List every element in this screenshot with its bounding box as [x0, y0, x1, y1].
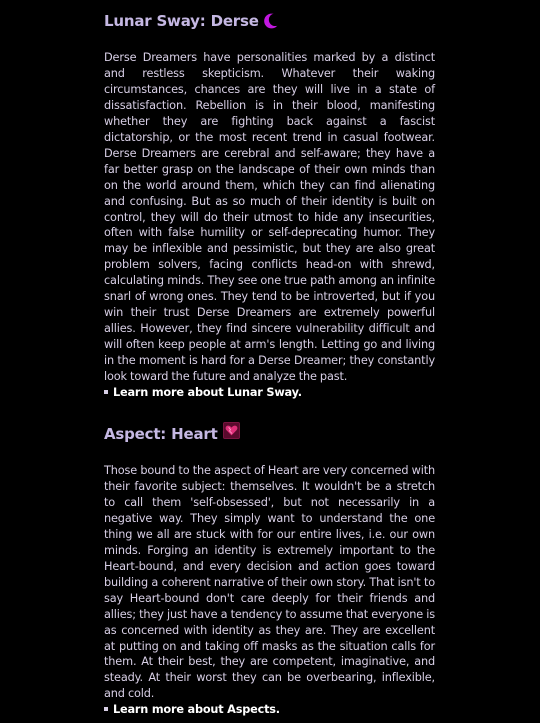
lunar-sway-description: Derse Dreamers have personalities marked by a distinct and restless skepticism. Whatever their waking circumstances, chances are they will live in a state of dissatisfaction. Rebellion is in their blood, manifesting whether they are fighting back against a fascist dictatorship, or the most recent trend in casual footwear. Derse Dreamers are cerebral and self-aware; they have a far better grasp on the landscape of their own minds than on the world around them, which they can find alienating and confusing. But as so much of their identity is built on control, they will do their utmost to hide any insecurities, often with false humility or self-deprecating humor. They may be inflexible and pessimistic, but they are also great problem solvers, facing conflicts head-on with shrewd, calculating minds. They see one true path among an infinite snarl of wrong ones. They tend to be introverted, but if you win their trust Derse Dreamers are extremely powerful allies. However, they find sincere vulnerability difficult and will often keep people at arm's length. Letting go and living in the moment is hard for a Derse Dreamer; they constantly look toward the future and analyze the past.	[104, 51, 435, 384]
lunar-sway-section	[104, 8, 435, 401]
lunar-sway-link-item	[104, 385, 435, 401]
crescent-moon-icon	[263, 12, 281, 30]
heart-icon	[223, 422, 240, 439]
aspect-heart-description: Those bound to the aspect of Heart are very concerned with their favorite subject: themselves. It wouldn't be a stretch to call them 'self-obsessed', but not necessarily in a negative way. They simply want to understand the one thing we all are stuck with for our entire lives, i.e. our own minds. Forging an identity is extremely important to the Heart-bound, and every decision and action goes toward building a coherent narrative of their own story. That isn't to say Heart-bound don't care deeply for their friends and allies; they just have a tendency to assume that everyone is as concerned with identity as they are. They are excellent at putting on and taking off masks as the situation calls for them. At their best, they are competent, imaginative, and steady. At their worst they can be overbearing, inflexible, and cold.	[104, 464, 435, 701]
aspect-heart-heading	[104, 421, 435, 447]
lunar-sway-title: Lunar Sway: Derse	[104, 12, 259, 30]
aspect-heart-link-item	[104, 702, 435, 718]
learn-more-aspects-link[interactable]: Learn more about Aspects.	[113, 703, 280, 717]
bullet-marker	[104, 707, 108, 711]
bullet-marker	[104, 390, 108, 394]
learn-more-lunar-sway-link[interactable]: Learn more about Lunar Sway.	[113, 386, 302, 400]
aspect-heart-section	[104, 421, 435, 718]
content-column	[104, 8, 435, 718]
aspect-heart-title: Aspect: Heart	[104, 425, 218, 444]
lunar-sway-heading	[104, 8, 435, 34]
